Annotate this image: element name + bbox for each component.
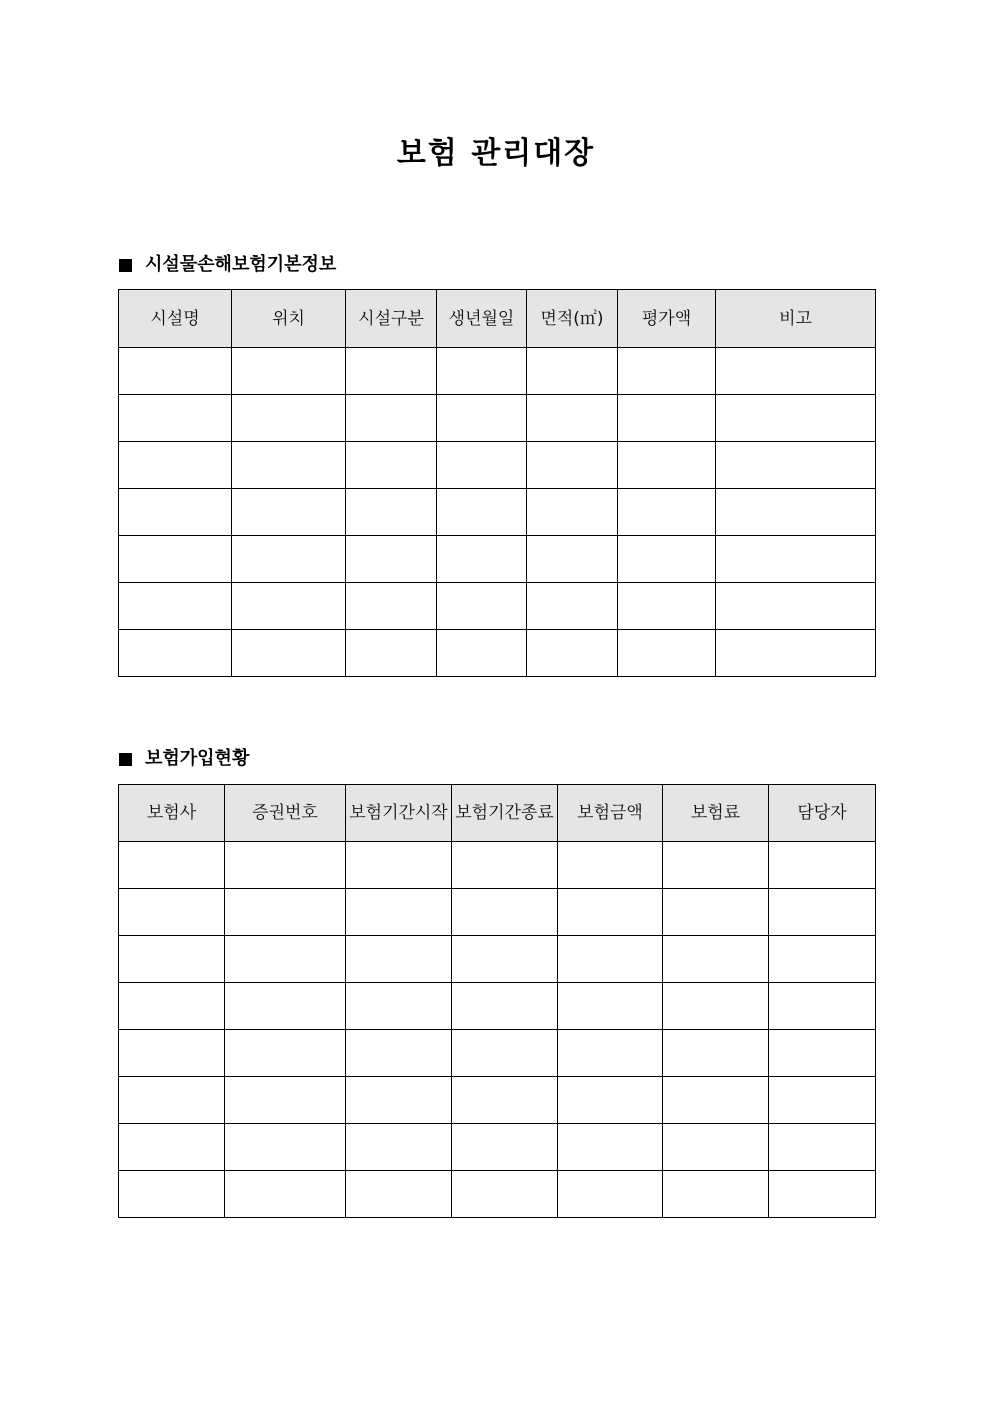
table-cell[interactable] [232, 536, 346, 583]
table-cell[interactable] [663, 1171, 769, 1218]
table-cell[interactable] [527, 395, 618, 442]
insurance-table-row [119, 983, 876, 1030]
column-header-policy-number: 증권번호 [225, 785, 346, 842]
table-cell[interactable] [527, 583, 618, 630]
table-cell[interactable] [437, 536, 527, 583]
facility-table-row [119, 630, 876, 677]
table-cell[interactable] [769, 983, 876, 1030]
table-cell[interactable] [437, 348, 527, 395]
table-cell[interactable] [225, 936, 346, 983]
column-header-insured-amount: 보험금액 [558, 785, 663, 842]
table-cell[interactable] [119, 1030, 225, 1077]
table-cell[interactable] [769, 936, 876, 983]
table-cell[interactable] [769, 1030, 876, 1077]
table-cell[interactable] [452, 1030, 558, 1077]
table-cell[interactable] [663, 842, 769, 889]
table-cell[interactable] [769, 842, 876, 889]
table-cell[interactable] [663, 1030, 769, 1077]
table-cell[interactable] [225, 889, 346, 936]
table-cell[interactable] [716, 583, 876, 630]
table-cell[interactable] [346, 583, 437, 630]
insurance-table-row [119, 1124, 876, 1171]
table-cell[interactable] [119, 1124, 225, 1171]
table-cell[interactable] [437, 630, 527, 677]
facility-section-heading [119, 253, 336, 277]
table-cell[interactable] [225, 1124, 346, 1171]
table-cell[interactable] [769, 889, 876, 936]
table-cell[interactable] [119, 489, 232, 536]
column-header-facility-name: 시설명 [119, 290, 232, 348]
table-cell[interactable] [618, 630, 716, 677]
insurance-header-row [119, 785, 876, 842]
table-cell[interactable] [716, 536, 876, 583]
column-header-birth-date: 생년월일 [437, 290, 527, 348]
table-cell[interactable] [558, 889, 663, 936]
table-cell[interactable] [769, 1077, 876, 1124]
table-cell[interactable] [527, 489, 618, 536]
facility-table-row [119, 583, 876, 630]
table-cell[interactable] [225, 842, 346, 889]
table-cell[interactable] [232, 348, 346, 395]
table-cell[interactable] [119, 936, 225, 983]
table-cell[interactable] [346, 489, 437, 536]
table-cell[interactable] [232, 395, 346, 442]
table-cell[interactable] [232, 489, 346, 536]
column-header-area: 면적(㎡) [527, 290, 618, 348]
table-cell[interactable] [618, 395, 716, 442]
table-cell[interactable] [437, 395, 527, 442]
table-cell[interactable] [663, 889, 769, 936]
table-cell[interactable] [346, 1171, 452, 1218]
column-header-period-end: 보험기간종료 [452, 785, 558, 842]
table-cell[interactable] [452, 936, 558, 983]
table-cell[interactable] [452, 889, 558, 936]
table-cell[interactable] [558, 936, 663, 983]
table-cell[interactable] [346, 889, 452, 936]
table-cell[interactable] [769, 1124, 876, 1171]
table-cell[interactable] [119, 395, 232, 442]
square-bullet-icon [119, 753, 132, 766]
table-cell[interactable] [558, 983, 663, 1030]
table-cell[interactable] [346, 536, 437, 583]
insurance-status-table [118, 784, 876, 1218]
table-cell[interactable] [558, 1171, 663, 1218]
facility-section-heading-label: 시설물손해보험기본정보 [145, 254, 337, 275]
table-cell[interactable] [452, 1124, 558, 1171]
table-cell[interactable] [346, 842, 452, 889]
column-header-remarks: 비고 [716, 290, 876, 348]
table-cell[interactable] [769, 1171, 876, 1218]
table-cell[interactable] [232, 583, 346, 630]
column-header-premium: 보험료 [663, 785, 769, 842]
table-cell[interactable] [225, 1077, 346, 1124]
table-cell[interactable] [527, 348, 618, 395]
table-cell[interactable] [119, 1077, 225, 1124]
table-cell[interactable] [663, 1124, 769, 1171]
table-cell[interactable] [119, 536, 232, 583]
facility-table-row [119, 395, 876, 442]
table-cell[interactable] [225, 983, 346, 1030]
column-header-facility-type: 시설구분 [346, 290, 437, 348]
table-cell[interactable] [346, 1030, 452, 1077]
table-cell[interactable] [346, 395, 437, 442]
facility-table-row [119, 489, 876, 536]
table-cell[interactable] [346, 630, 437, 677]
table-cell[interactable] [232, 630, 346, 677]
table-cell[interactable] [527, 536, 618, 583]
table-cell[interactable] [618, 536, 716, 583]
table-cell[interactable] [119, 442, 232, 489]
table-cell[interactable] [618, 489, 716, 536]
column-header-appraised-value: 평가액 [618, 290, 716, 348]
table-cell[interactable] [437, 442, 527, 489]
table-cell[interactable] [346, 1077, 452, 1124]
table-cell[interactable] [663, 936, 769, 983]
facility-table-row [119, 348, 876, 395]
table-cell[interactable] [452, 1171, 558, 1218]
table-cell[interactable] [452, 1077, 558, 1124]
facility-table-row [119, 536, 876, 583]
facility-info-table [118, 289, 876, 677]
table-cell[interactable] [558, 1077, 663, 1124]
insurance-table-row [119, 842, 876, 889]
table-cell[interactable] [232, 442, 346, 489]
table-cell[interactable] [346, 936, 452, 983]
table-cell[interactable] [618, 348, 716, 395]
table-cell[interactable] [663, 983, 769, 1030]
table-cell[interactable] [119, 630, 232, 677]
document-title: 보험 관리대장 [396, 136, 596, 171]
table-cell[interactable] [663, 1077, 769, 1124]
table-cell[interactable] [618, 583, 716, 630]
insurance-table-row [119, 936, 876, 983]
table-cell[interactable] [452, 983, 558, 1030]
table-cell[interactable] [225, 1030, 346, 1077]
column-header-period-start: 보험기간시작 [346, 785, 452, 842]
table-cell[interactable] [558, 842, 663, 889]
table-cell[interactable] [119, 348, 232, 395]
insurance-table-row [119, 1077, 876, 1124]
table-cell[interactable] [346, 442, 437, 489]
table-cell[interactable] [346, 348, 437, 395]
facility-header-row [119, 290, 876, 348]
column-header-manager: 담당자 [769, 785, 876, 842]
column-header-location: 위치 [232, 290, 346, 348]
insurance-table-row [119, 1171, 876, 1218]
table-cell[interactable] [716, 442, 876, 489]
insurance-section-heading [119, 747, 249, 771]
table-cell[interactable] [119, 889, 225, 936]
table-cell[interactable] [618, 442, 716, 489]
table-cell[interactable] [716, 489, 876, 536]
insurance-section-heading-label: 보험가입현황 [145, 748, 250, 769]
table-cell[interactable] [452, 842, 558, 889]
table-cell[interactable] [346, 983, 452, 1030]
table-cell[interactable] [558, 1124, 663, 1171]
facility-table-row [119, 442, 876, 489]
table-cell[interactable] [119, 842, 225, 889]
table-cell[interactable] [119, 583, 232, 630]
table-cell[interactable] [437, 489, 527, 536]
table-cell[interactable] [558, 1030, 663, 1077]
table-cell[interactable] [527, 442, 618, 489]
table-cell[interactable] [119, 983, 225, 1030]
table-cell[interactable] [716, 395, 876, 442]
table-cell[interactable] [225, 1171, 346, 1218]
table-cell[interactable] [716, 630, 876, 677]
column-header-insurer: 보험사 [119, 785, 225, 842]
insurance-table-row [119, 889, 876, 936]
table-cell[interactable] [716, 348, 876, 395]
insurance-table-row [119, 1030, 876, 1077]
table-cell[interactable] [527, 630, 618, 677]
table-cell[interactable] [437, 583, 527, 630]
table-cell[interactable] [119, 1171, 225, 1218]
square-bullet-icon [119, 259, 132, 272]
table-cell[interactable] [346, 1124, 452, 1171]
